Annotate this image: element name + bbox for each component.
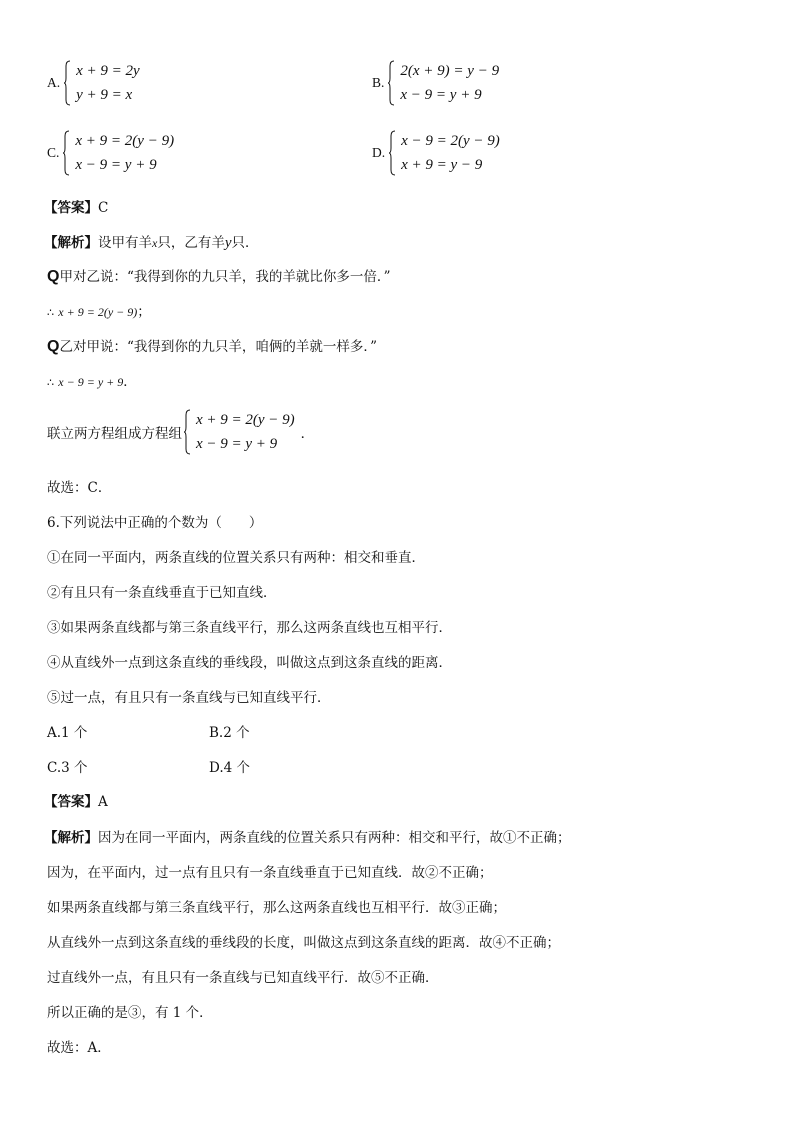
option-b-6 <box>209 721 250 741</box>
analysis-6-line-5 <box>47 966 439 986</box>
statement <box>47 616 452 636</box>
because-icon: Q <box>47 268 60 285</box>
text: 只，乙有羊 <box>157 235 225 251</box>
text: ③如果两条直线都与第三条直线平行，那么这两条直线也互相平行． <box>47 620 452 636</box>
equation: 2(x + 9) = y − 9 <box>400 63 500 79</box>
text: 故选：A． <box>47 1040 111 1056</box>
answer-value: A <box>98 794 108 810</box>
analysis-5-line-1 <box>44 231 259 252</box>
equation: x − 9 = y + 9 <box>400 87 482 103</box>
option-label: C. <box>47 145 60 160</box>
left-brace-icon <box>64 60 71 106</box>
text: ． <box>300 426 315 442</box>
statement <box>47 581 277 601</box>
text: 如果两条直线都与第三条直线平行，那么这两条直线也互相平行．故③正确； <box>47 900 506 916</box>
equation: x − 9 = y + 9 <box>75 157 157 173</box>
analysis-6-line-3 <box>47 896 506 916</box>
equation: x + 9 = 2(y − 9) <box>58 305 138 319</box>
left-brace-icon <box>184 409 191 455</box>
option-d <box>372 129 500 177</box>
analysis-6-line-7 <box>47 1036 111 1056</box>
analysis-5-line-6 <box>47 408 314 456</box>
text: 所以正确的是③，有 1 个． <box>47 1005 213 1021</box>
text: 从直线外一点到这条直线的垂线段的长度，叫做这点到这条直线的距离．故④不正确； <box>47 935 560 951</box>
answer-6 <box>44 790 108 810</box>
left-brace-icon <box>63 130 70 176</box>
option-d-6 <box>209 756 250 776</box>
text: 联立两方程组成方程组 <box>47 426 182 442</box>
statement <box>47 546 425 566</box>
option-label: A. <box>47 75 61 90</box>
text: ②有且只有一条直线垂直于已知直线． <box>47 585 277 601</box>
left-brace-icon <box>389 130 396 176</box>
text: ⑤过一点，有且只有一条直线与已知直线平行． <box>47 690 331 706</box>
therefore-icon: ∴ <box>47 376 54 389</box>
analysis-bracket: 【解析】 <box>44 830 98 846</box>
text: ． <box>123 374 137 390</box>
equation: y + 9 = x <box>76 87 133 103</box>
equation: x + 9 = y − 9 <box>401 157 483 173</box>
analysis-6-line-1 <box>44 826 571 846</box>
text: 因为在同一平面内，两条直线的位置关系只有两种：相交和平行，故①不正确； <box>98 830 571 846</box>
analysis-5-line-2 <box>47 265 391 286</box>
answer-5 <box>44 196 108 216</box>
text: 只． <box>231 235 259 251</box>
text: 甲对乙说：“我得到你的九只羊，我的羊就比你多一倍．” <box>59 269 391 285</box>
analysis-bracket: 【解析】 <box>44 235 98 251</box>
text: B.2 个 <box>209 725 250 741</box>
answer-bracket: 【答案】 <box>44 794 98 810</box>
option-label: D. <box>372 145 386 160</box>
statement <box>47 651 452 671</box>
answer-value: C <box>98 200 109 216</box>
equation: x − 9 = 2(y − 9) <box>401 133 500 149</box>
option-a-6 <box>47 721 87 741</box>
analysis-5-line-5 <box>47 370 137 390</box>
analysis-5-line-3 <box>47 300 151 320</box>
statement <box>47 686 331 706</box>
because-icon: Q <box>47 338 60 355</box>
option-b <box>372 59 499 107</box>
text: 因为，在平面内，过一点有且只有一条直线垂直于已知直线．故②不正确； <box>47 865 493 881</box>
analysis-5-line-4 <box>47 335 377 356</box>
var-x: x <box>152 236 158 250</box>
equation: x + 9 = 2(y − 9) <box>196 412 295 428</box>
question-6-stem <box>47 511 262 531</box>
text: ④从直线外一点到这条直线的垂线段，叫做这点到这条直线的距离． <box>47 655 452 671</box>
equation: x − 9 = y + 9 <box>196 436 278 452</box>
option-label: B. <box>372 75 385 90</box>
answer-bracket: 【答案】 <box>44 200 98 216</box>
text: 设甲有羊 <box>98 235 152 251</box>
therefore-icon: ∴ <box>47 306 54 319</box>
text: 故选：C． <box>47 480 112 496</box>
equation: x + 9 = 2y <box>76 63 140 79</box>
text: 过直线外一点，有且只有一条直线与已知直线平行．故⑤不正确． <box>47 970 439 986</box>
option-c-6 <box>47 756 88 776</box>
text: 乙对甲说：“我得到你的九只羊，咱俩的羊就一样多．” <box>59 339 378 355</box>
text: D.4 个 <box>209 760 251 776</box>
analysis-5-line-7 <box>47 476 111 496</box>
left-brace-icon <box>388 60 395 106</box>
option-c <box>47 129 174 177</box>
text: ①在同一平面内，两条直线的位置关系只有两种：相交和垂直． <box>47 550 425 566</box>
equation: x + 9 = 2(y − 9) <box>75 133 175 149</box>
analysis-6-line-4 <box>47 931 560 951</box>
option-a <box>47 59 140 107</box>
equation: x − 9 = y + 9 <box>58 375 124 389</box>
text: A.1 个 <box>47 725 88 741</box>
text: 6.下列说法中正确的个数为（ ） <box>47 515 263 531</box>
text: ； <box>137 304 151 320</box>
analysis-6-line-6 <box>47 1001 213 1021</box>
var-y: y <box>224 235 232 251</box>
text: C.3 个 <box>47 760 88 776</box>
analysis-6-line-2 <box>47 861 493 881</box>
